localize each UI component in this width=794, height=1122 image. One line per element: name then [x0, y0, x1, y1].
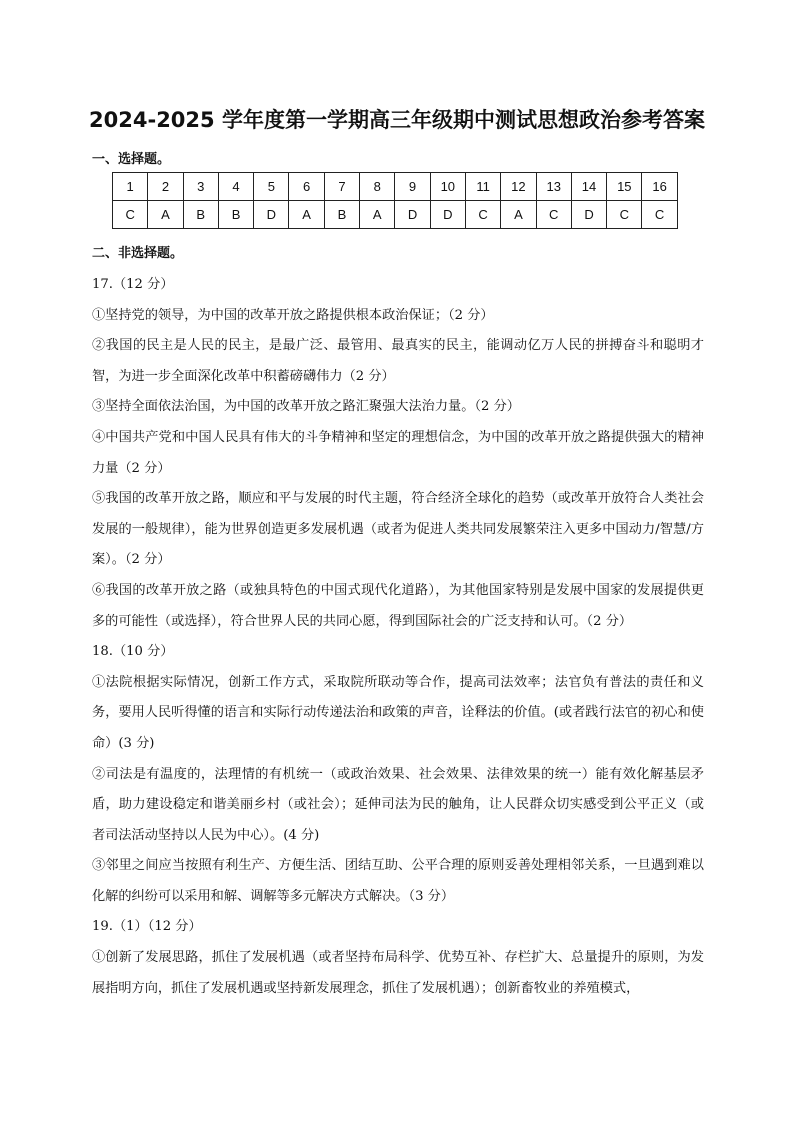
table-cell: C [642, 201, 677, 229]
section-heading-choice: 一、选择题。 [92, 152, 171, 167]
table-cell: 1 [113, 173, 148, 201]
answer-paragraph: ⑤我国的改革开放之路，顺应和平与发展的时代主题，符合经济全球化的趋势（或改革开放符合人类社会发展的一般规律），能为世界创造更多发展机遇（或者为促进人类共同发展繁荣注入更多中国动力/智慧/方案）。（2 分） [92, 491, 704, 568]
table-cell: A [501, 201, 536, 229]
table-cell: 12 [501, 173, 536, 201]
table-cell: A [360, 201, 395, 229]
table-row-numbers [113, 173, 678, 201]
answer-table [112, 172, 678, 229]
section-heading-nonchoice: 二、非选择题。 [92, 246, 184, 261]
table-cell: 6 [289, 173, 324, 201]
table-cell: B [183, 201, 218, 229]
table-cell: 15 [607, 173, 642, 201]
table-cell: D [571, 201, 606, 229]
answer-content [92, 270, 704, 1004]
table-cell: C [113, 201, 148, 229]
table-cell: 3 [183, 173, 218, 201]
answer-paragraph: ②司法是有温度的，法理情的有机统一（或政治效果、社会效果、法律效果的统一）能有效化解基层矛盾，助力建设稳定和谐美丽乡村（或社会）；延伸司法为民的触角，让人民群众切实感受到公平正义（或者司法活动坚持以人民为中心）。(4 分) [92, 766, 704, 843]
table-cell: 5 [254, 173, 289, 201]
table-cell: 11 [465, 173, 500, 201]
answer-paragraph: ①坚持党的领导，为中国的改革开放之路提供根本政治保证；（2 分） [92, 307, 494, 323]
table-cell: 4 [218, 173, 253, 201]
table-cell: 16 [642, 173, 677, 201]
answer-paragraph: ①法院根据实际情况，创新工作方式，采取院所联动等合作，提高司法效率；法官负有普法的责任和义务，要用人民听得懂的语言和实际行动传递法治和政策的声音，诠释法的价值。(或者践行法官的初心和使命）(3 分) [92, 674, 704, 751]
page-title: 2024-2025 学年度第一学期高三年级期中测试思想政治参考答案 [89, 108, 705, 132]
question-header: 18.（10 分） [92, 644, 174, 660]
table-cell: 10 [430, 173, 465, 201]
table-cell: C [465, 201, 500, 229]
table-cell: 9 [395, 173, 430, 201]
table-cell: D [430, 201, 465, 229]
answer-paragraph: ②我国的民主是人民的民主，是最广泛、最管用、最真实的民主，能调动亿万人民的拼搏奋斗和聪明才智，为进一步全面深化改革中积蓄磅礴伟力（2 分） [92, 338, 704, 384]
table-cell: C [536, 201, 571, 229]
table-cell: D [254, 201, 289, 229]
table-cell: D [395, 201, 430, 229]
question-header: 17.（12 分） [92, 277, 174, 292]
table-cell: B [324, 201, 359, 229]
question-header: 19.（1）（12 分） [92, 919, 202, 935]
table-cell: C [607, 201, 642, 229]
table-cell: B [218, 201, 253, 229]
answer-paragraph: ③邻里之间应当按照有利生产、方便生活、团结互助、公平合理的原则妥善处理相邻关系，一旦遇到难以化解的纠纷可以采用和解、调解等多元解决方式解决。（3 分） [92, 858, 704, 904]
table-cell: 7 [324, 173, 359, 201]
answer-paragraph: ⑥我国的改革开放之路（或独具特色的中国式现代化道路），为其他国家特别是发展中国家的发展提供更多的可能性（或选择），符合世界人民的共同心愿，得到国际社会的广泛支持和认可。（2 分） [92, 582, 704, 629]
answer-paragraph: ①创新了发展思路，抓住了发展机遇（或者坚持布局科学、优势互补、存栏扩大、总量提升的原则，为发展指明方向，抓住了发展机遇或坚持新发展理念，抓住了发展机遇）；创新畜牧业的养殖模式， [92, 950, 704, 996]
table-cell: 2 [148, 173, 183, 201]
answer-paragraph: ③坚持全面依法治国，为中国的改革开放之路汇聚强大法治力量。（2 分） [92, 399, 520, 415]
table-cell: A [148, 201, 183, 229]
table-cell: A [289, 201, 324, 229]
table-cell: 14 [571, 173, 606, 201]
table-cell: 13 [536, 173, 571, 201]
answer-paragraph: ④中国共产党和中国人民具有伟大的斗争精神和坚定的理想信念，为中国的改革开放之路提供强大的精神力量（2 分） [92, 429, 704, 476]
table-cell: 8 [360, 173, 395, 201]
table-row-answers [113, 201, 678, 229]
